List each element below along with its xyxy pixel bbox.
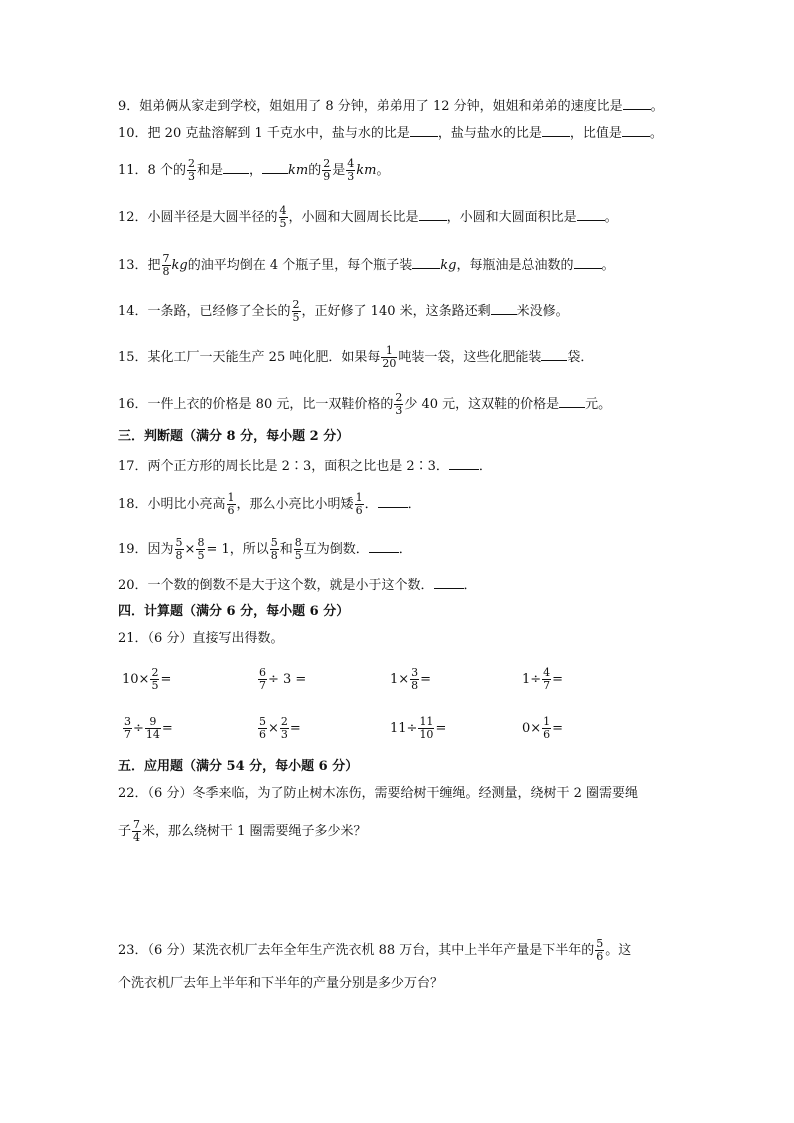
fraction: $\frac{1}{20}$: [382, 344, 397, 370]
answer-blank[interactable]: [449, 457, 479, 470]
question-21-title: 21．（6 分）直接写出得数。: [118, 631, 284, 646]
fraction: $\frac{6}{7}$: [259, 666, 266, 692]
question-15: 15．某化工厂一天能生产 25 吨化肥．如果每 $\frac{1}{20}$ 吨装一袋，这些化肥能装 袋．: [118, 344, 594, 370]
fraction: $\frac{5}{6}$: [259, 715, 266, 741]
calc-item-7: 11÷ $\frac{11}{10}$ =: [390, 715, 447, 741]
question-20: 20．一个数的倒数不是大于这个数，就是小于这个数． ．: [118, 578, 477, 593]
answer-blank[interactable]: [434, 576, 464, 589]
fraction: $\frac{1}{6}$: [227, 491, 235, 517]
fraction: $\frac{2}{9}$: [323, 157, 331, 183]
question-22-line-2: 子 $\frac{7}{4}$ 米，那么绕树干 1 圈需要绳子多少米？: [118, 818, 367, 844]
question-11: 11．8 个的 $\frac{2}{3}$ 和是 ， km的 $\frac{2}{9}$ 是 $\frac{4}{3}$ km。: [118, 157, 390, 183]
question-22-line-1: 22．（6 分）冬季来临，为了防止树木冻伤，需要给树干缠绳。经测量，绕树干 2 圈需要绳: [118, 786, 638, 801]
fraction: $\frac{1}{6}$: [543, 715, 551, 741]
question-12: 12．小圆半径是大圆半径的 $\frac{4}{5}$ ，小圆和大圆周长比是 ，小圆和大圆面积比是 。: [118, 204, 618, 230]
answer-blank[interactable]: [419, 208, 447, 221]
answer-blank[interactable]: [559, 395, 585, 408]
fraction: $\frac{5}{8}$: [175, 536, 183, 562]
fraction: $\frac{7}{8}$: [162, 252, 170, 278]
calc-item-8: 0× $\frac{1}{6}$ =: [522, 715, 564, 741]
fraction: $\frac{4}{5}$: [279, 204, 287, 230]
question-23-line-2: 个洗衣机厂去年上半年和下半年的产量分别是多少万台？: [118, 976, 444, 991]
calc-item-3: 1× $\frac{3}{8}$ =: [390, 666, 432, 692]
fraction: $\frac{4}{3}$: [347, 157, 355, 183]
question-23-line-1: 23．（6 分）某洗衣机厂去年全年生产洗衣机 88 万台，其中上半年产量是下半年的 $\frac{5}{6}$ 。这: [118, 937, 632, 963]
answer-blank[interactable]: [623, 97, 651, 110]
fraction: $\frac{3}{8}$: [411, 666, 419, 692]
answer-blank[interactable]: [223, 161, 249, 174]
answer-blank[interactable]: [577, 208, 605, 221]
answer-blank[interactable]: [262, 161, 288, 174]
question-18: 18．小明比小亮高 $\frac{1}{6}$ ，那么小亮比小明矮 $\frac{1}{6}$ ． ．: [118, 491, 421, 517]
fraction: $\frac{2}{5}$: [151, 666, 159, 692]
answer-blank[interactable]: [542, 124, 570, 137]
fraction: $\frac{9}{14}$: [145, 715, 160, 741]
fraction: $\frac{4}{7}$: [543, 666, 551, 692]
calc-item-5: $\frac{3}{7}$ ÷ $\frac{9}{14}$ =: [124, 715, 173, 741]
section-heading-5: 五．应用题（满分 54 分，每小题 6 分）: [118, 759, 359, 774]
calc-item-2: $\frac{6}{7}$ ÷ 3 =: [259, 666, 307, 692]
answer-blank[interactable]: [574, 256, 602, 269]
fraction: $\frac{11}{10}$: [419, 715, 434, 741]
fraction: $\frac{2}{3}$: [187, 157, 195, 183]
fraction: $\frac{7}{4}$: [133, 818, 141, 844]
fraction: $\frac{5}{8}$: [270, 536, 278, 562]
answer-blank[interactable]: [622, 124, 650, 137]
answer-blank[interactable]: [369, 540, 399, 553]
fraction: $\frac{2}{3}$: [395, 391, 403, 417]
question-17: 17．两个正方形的周长比是 2∶3，面积之比也是 2∶3． ．: [118, 459, 492, 474]
answer-blank[interactable]: [378, 495, 408, 508]
answer-blank[interactable]: [541, 348, 567, 361]
calc-item-4: 1÷ $\frac{4}{7}$ =: [522, 666, 564, 692]
answer-blank[interactable]: [410, 124, 438, 137]
section-heading-4: 四．计算题（满分 6 分，每小题 6 分）: [118, 604, 350, 619]
fraction: $\frac{3}{7}$: [124, 715, 131, 741]
fraction: $\frac{5}{6}$: [596, 937, 604, 963]
fraction: $\frac{2}{3}$: [280, 715, 288, 741]
calc-item-1: 10× $\frac{2}{5}$ =: [122, 666, 172, 692]
question-19: 19．因为 $\frac{5}{8}$ × $\frac{8}{5}$ = 1，所以 $\frac{5}{8}$ 和 $\frac{8}{5}$ 互为倒数． ．: [118, 536, 412, 562]
calc-item-6: $\frac{5}{6}$ × $\frac{2}{3}$ =: [259, 715, 301, 741]
question-13: 13．把 $\frac{7}{8}$ kg的油平均倒在 4 个瓶子里，每个瓶子装 kg，每瓶油是总油数的 。: [118, 252, 615, 278]
answer-blank[interactable]: [412, 256, 440, 269]
answer-blank[interactable]: [491, 302, 517, 315]
fraction: $\frac{8}{5}$: [197, 536, 205, 562]
section-heading-3: 三．判断题（满分 8 分，每小题 2 分）: [118, 429, 350, 444]
question-10: 10．把 20 克盐溶解到 1 千克水中，盐与水的比是 ，盐与盐水的比是 ，比值是 。: [118, 126, 663, 141]
fraction: $\frac{2}{5}$: [292, 298, 300, 324]
fraction: $\frac{8}{5}$: [294, 536, 302, 562]
question-14: 14．一条路，已经修了全长的 $\frac{2}{5}$ ，正好修了 140 米，这条路还剩 米没修。: [118, 298, 569, 324]
fraction: $\frac{1}{6}$: [355, 491, 363, 517]
question-9: 9．姐弟俩从家走到学校，姐姐用了 8 分钟，弟弟用了 12 分钟，姐姐和弟弟的速度比是 。: [118, 99, 664, 114]
question-16: 16．一件上衣的价格是 80 元，比一双鞋价格的 $\frac{2}{3}$ 少 40 元，这双鞋的价格是 元。: [118, 391, 612, 417]
